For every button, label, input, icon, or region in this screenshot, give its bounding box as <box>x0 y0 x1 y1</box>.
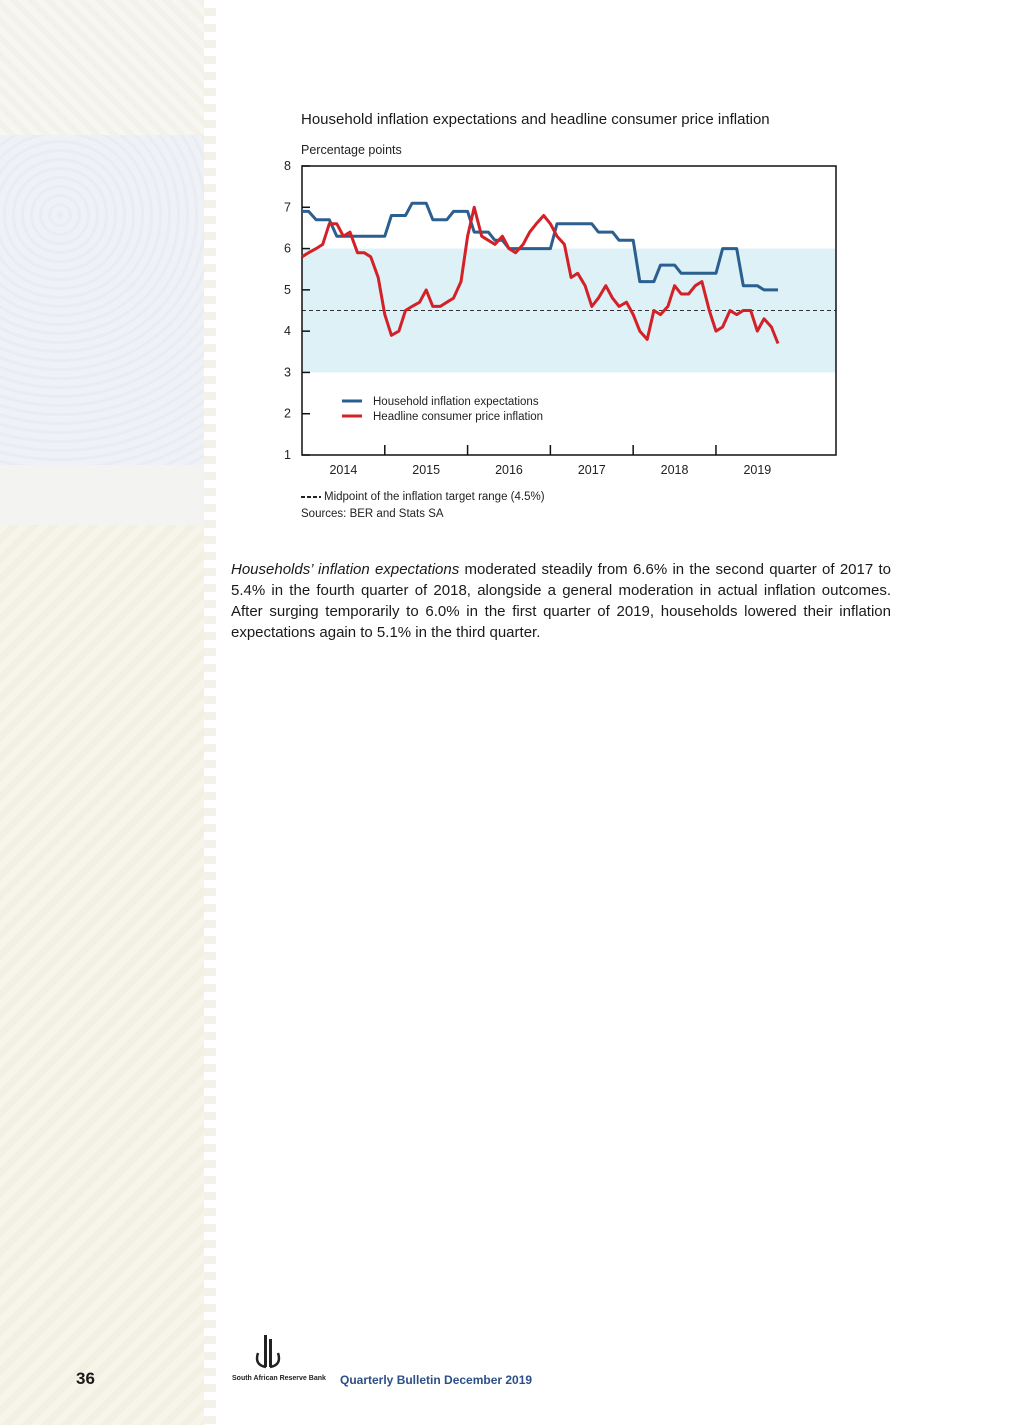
body-text: moderated steadily from 6.6% in the second quarter of 2017 to 5.4% in the fourth quarter of 2018, alongside a general moderation in actual inflation outcomes. After surging temporarily to 6.0% in the first quarter of 2019, households lowered their inflation expectations again to 5.1% in the third quarter. <box>231 561 891 641</box>
y-tick-label: 3 <box>284 365 291 380</box>
y-tick-label: 1 <box>284 448 291 462</box>
publication-title: Quarterly Bulletin December 2019 <box>340 1373 533 1387</box>
x-tick-label: 2016 <box>495 463 523 477</box>
midpoint-note-text: Midpoint of the inflation target range (4.5%) <box>324 491 545 503</box>
x-tick-label: 2017 <box>577 463 606 477</box>
chart-y-unit: Percentage points <box>301 143 402 157</box>
x-tick-label: 2018 <box>660 463 689 477</box>
body-paragraph <box>231 559 891 643</box>
y-tick-label: 6 <box>284 241 291 256</box>
y-tick-label: 5 <box>284 282 291 297</box>
legend-label: Headline consumer price inflation <box>373 411 544 423</box>
legend-label: Household inflation expectations <box>373 396 539 408</box>
x-tick-label: 2019 <box>743 463 772 477</box>
bank-name: South African Reserve Bank <box>232 1375 326 1382</box>
y-tick-label: 7 <box>284 200 291 215</box>
sidebar-edge <box>204 0 216 1425</box>
sources-note: Sources: BER and Stats SA <box>301 508 444 520</box>
midpoint-note <box>301 491 545 503</box>
y-tick-label: 4 <box>284 324 291 339</box>
line-chart <box>270 150 850 490</box>
chart-title: Household inflation expectations and headline consumer price inflation <box>301 111 770 128</box>
y-tick-label: 2 <box>284 406 291 421</box>
page-number: 36 <box>76 1369 95 1388</box>
dashed-line-icon <box>301 494 321 500</box>
x-tick-label: 2014 <box>329 463 358 477</box>
body-italic-lead: Households’ inflation expectations <box>231 561 460 578</box>
x-tick-label: 2015 <box>412 463 441 477</box>
decorative-sidebar <box>0 0 212 1425</box>
sarb-logo-icon <box>232 1333 342 1393</box>
y-tick-label: 8 <box>284 159 291 173</box>
